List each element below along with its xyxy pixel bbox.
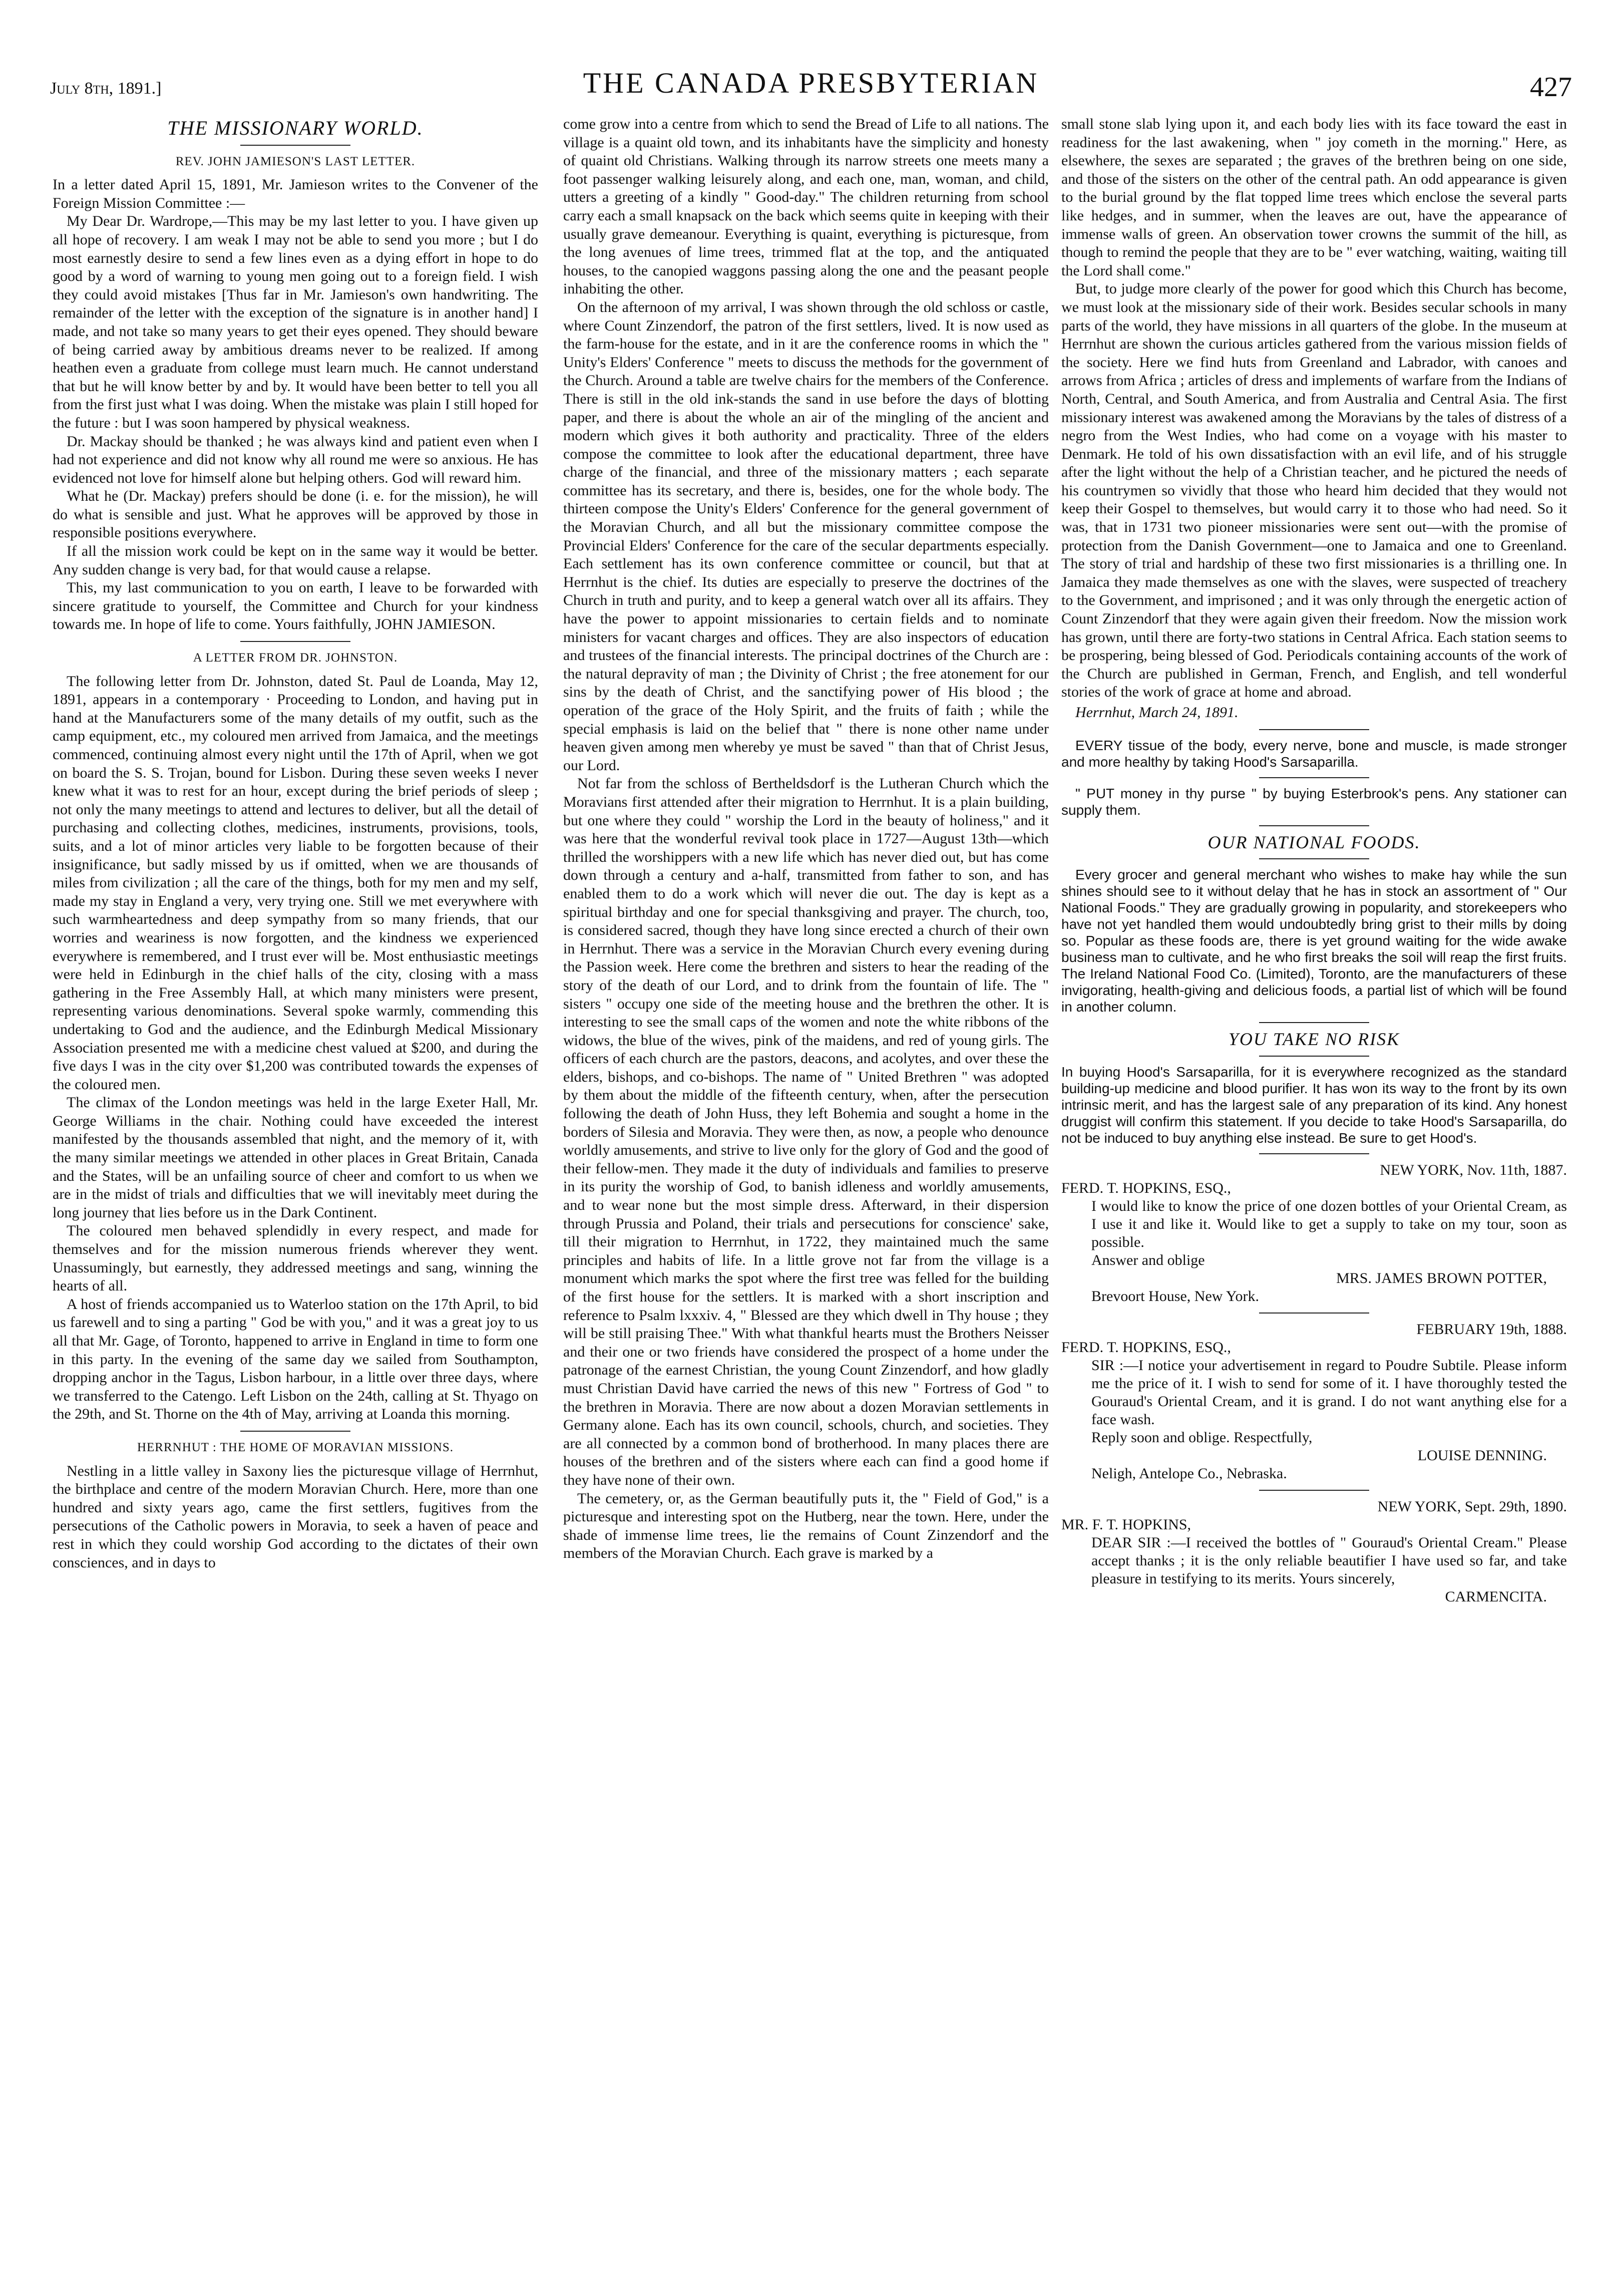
- testimonial-date: NEW YORK, Sept. 29th, 1890.: [1377, 1498, 1567, 1515]
- testimonial-address: Neligh, Antelope Co., Nebraska.: [1091, 1465, 1287, 1482]
- testimonial-body: DEAR SIR :—I received the bottles of " Gouraud's Oriental Cream." Please accept thanks ; it is the only reliable beautifier I have used so far, and take pleasure in testifying to its merits. Yours sincerely,: [1091, 1534, 1567, 1587]
- section-title: THE MISSIONARY WORLD.: [167, 117, 424, 139]
- testimonial-body: I would like to know the price of one dozen bottles of your Oriental Cream, as I use it and like it. Would like to get a supply to take on my tour, soon as possible.: [1091, 1197, 1567, 1250]
- testimonial-address: Brevoort House, New York.: [1091, 1287, 1259, 1304]
- paragraph: In a letter dated April 15, 1891, Mr. Jamieson writes to the Convener of the Foreign Mission Committee :—: [53, 176, 538, 211]
- paragraph: small stone slab lying upon it, and each body lies with its face toward the east in readiness for the last awakening, when " joy cometh in the morning." Here, as elsewhere, the sexes are separated ; the graves of the brethren being on one side, and those of the sisters on the other of the central path. An odd appearance is given to the burial ground by the flat topped lime trees which enclose the several parts like hedges, and in summer, when the leaves are out, have the appearance of immense walls of green. An observation tower crowns the summit of the hill, as though to remind the people that they are to be " ever watching, waiting, waiting till the Lord shall come.": [1061, 116, 1567, 279]
- article-title-johnston: A LETTER FROM DR. JOHNSTON.: [193, 651, 398, 665]
- divider: [1259, 729, 1369, 730]
- divider: [240, 1431, 350, 1432]
- ad-national-foods: Every grocer and general merchant who wishes to make hay while the sun shines should see to it without delay that he has in stock an assortment of " Our National Foods." They are gradually growing in popularity, and storekeepers who have not yet handled them would undoubtedly bring grist to their mills by doing so. Popular as these foods are, there is yet ground waiting for the wide awake business man to cultivate, and he who first breaks the soil will reap the first fruits. The Ireland National Food Co. (Limited), Toronto, are the manufacturers of these invigorating, health-giving and delicious foods, a partial list of which will be found in another column.: [1061, 867, 1567, 1015]
- testimonial-recipient: FERD. T. HOPKINS, ESQ.,: [1061, 1339, 1231, 1356]
- testimonial-potter: [1061, 1161, 1567, 1305]
- divider: [1259, 777, 1369, 778]
- article-title-herrnhut: HERRNHUT : THE HOME OF MORAVIAN MISSIONS.: [137, 1440, 454, 1454]
- paragraph: Not far from the schloss of Bertheldsdorf is the Lutheran Church which the Moravians first attended after their migration to Herrnhut. It is a plain building, but one where they could " worship the Lord in the beauty of holiness," and it was here that the wonderful revival took place in 1727—August 13th—which thrilled the worshippers with a new life which has never died out, but has come down through a century and a-half, transmitted from father to son, and has enabled them to do a work which will never die out. The day is kept as a spiritual birthday and one for special thanksgiving and prayer. The church, too, is considered sacred, though they have long since erected a church of their own in Herrnhut. There was a service in the Moravian Church every evening during the Passion week. Here come the brethren and sisters to hear the reading of the story of the death of our Lord, and to drink from the fountain of life. The " sisters " occupy one side of the meeting house and the brethren the other. It is interesting to see the small caps of the women and note the white ribbons of the widows, the blue of the wives, pink of the maidens, and red of young girls. The officers of each church are the pastors, deacons, and acolytes, and over these the elders, bishops, and co-bishops. The name of " United Brethren " was adopted by them about the middle of the fifteenth century, when, after the persecution following the death of John Huss, they left Bohemia and sought a home in the borders of Silesia and Moravia. They were then, as now, a people who denounce worldly amusements, and strive to live only for the glory of God and the good of their fellow-men. They made it the duty of individuals and families to preserve in its purity the worship of God, to banish idleness and worldly amusements, and to wear none but the most simple dress. Afterward, in their dispersion through Prussia and Poland, their trials and persecutions for conscience' sake, till their migration to Herrnhut, in 1722, they maintained much the same principles and habits of life. In a little grove not far from the village is a monument which marks the spot where the first tree was felled for the building of the first house for the settlers. It is marked with a short inscription and reference to Psalm lxxxiv. 4, " Blessed are they which dwell in Thy house ; they will be still praising Thee." With what thankful hearts must the Brothers Neisser and their one or two friends have considered the prospect of a home under the patronage of the earnest Christian, the young Count Zinzendorf, and how gladly must Christian David have carried the news of this new " Fortress of God " to the brethren in Moravia. There are now about a dozen Moravian settlements in Germany alone. Each has its own council, schools, church, and societies. They are all connected by a common bond of brotherhood. In many places there are houses of the brethren and of the sisters where each can find a good home if they have none of their own.: [563, 775, 1049, 1488]
- ad-title-no-risk: YOU TAKE NO RISK: [1228, 1029, 1400, 1050]
- paragraph: The cemetery, or, as the German beautifully puts it, the " Field of God," is a picturesque and interesting spot on the Hutberg, near the town. Here, under the shade of immense lime trees, lie the remains of Count Zinzendorf and the members of the Moravian Church. Each grave is marked by a: [563, 1490, 1049, 1562]
- ad-title-national-foods: OUR NATIONAL FOODS.: [1207, 832, 1421, 852]
- paragraph: Nestling in a little valley in Saxony lies the picturesque village of Herrnhut, the birthplace and centre of the modern Moravian Church. Here, more than one hundred and sixty years ago, came the first settlers, fugitives from the persecutions of the Catholic powers in Moravia, to seek a haven of peace and rest in which they could worship God according to the dictates of their own consciences, and in days to: [53, 1462, 538, 1571]
- paragraph: On the afternoon of my arrival, I was shown through the old schloss or castle, where Count Zinzendorf, the patron of the first settlers, lived. It is now used as the farm-house for the estate, and in it are the conference rooms in which the " Unity's Elders' Conference " meets to discuss the methods for the government of the Church. Around a table are twelve chairs for the members of the Conference. There is still in the old ink-stands the sand in use before the days of blotting paper, and there is about the whole an air of the mingling of the ancient and modern which gives it both authority and practicality. Three of the elders compose the committee to look after the educational department, three have charge of the financial, and three of the missionary matters ; each separate committee has its secretary, and there is, besides, one for the whole body. The thirteen compose the Unity's Elders' Conference for the general government of the Moravian Church, and all but the missionary committee compose the Provincial Elders' Conference for the care of the secular departments especially. Each settlement has its own conference committee or council, but that at Herrnhut is the chief. Its duties are especially to preserve the doctrines of the Church in truth and purity, and to keep a general watch over all its affairs. They have the power to appoint missionaries to certain fields and to nominate ministers for vacant charges and offices. They are also inspectors of education and trustees of the financial interests. The principal doctrines of the Church are : the natural depravity of man ; the Divinity of Christ ; the free atonement for our sins by the death of Christ, and the sanctifying power of His blood ; the operation of the grace of the Holy Spirit, and the fruits of faith ; while the special emphasis is laid on the belief that " there is none other name under heaven given among men whereby ye must be saved " than that of Christ Jesus, our Lord.: [563, 298, 1049, 774]
- divider: [1259, 825, 1369, 826]
- column-3: [1061, 115, 1567, 2278]
- testimonial-signature: LOUISE DENNING.: [1417, 1447, 1547, 1464]
- testimonial-closing: Answer and oblige: [1091, 1251, 1205, 1268]
- divider: [240, 641, 350, 642]
- newspaper-title: THE CANADA PRESBYTERIAN: [583, 67, 1039, 99]
- column-2: [563, 115, 1049, 2278]
- article-title-jamieson: REV. JOHN JAMIESON'S LAST LETTER.: [175, 154, 416, 168]
- paragraph: The climax of the London meetings was held in the large Exeter Hall, Mr. George Williams in the chair. Nothing could have exceeded the interest manifested by the thousands assembled that night, and the memory of it, with the many similar meetings we attended in other places in Great Britain, Canada and the States, will be an unfailing source of cheer and comfort to us when we are in the midst of trials and difficulties that we will inevitably meet during the long journey that lies before us in the Dark Continent.: [53, 1094, 538, 1221]
- paragraph: This, my last communication to you on earth, I leave to be forwarded with sincere gratitude to yourself, the Committee and Church for your kindness towards me. In hope of life to come. Yours faithfully, JOHN JAMIESON.: [53, 579, 538, 633]
- dateline: Herrnhut, March 24, 1891.: [1075, 704, 1239, 721]
- paragraph: Dr. Mackay should be thanked ; he was always kind and patient even when I had not experience and did not know why all round me were so anxious. He has evidenced not love for himself alone but helping others. God will reward him.: [53, 433, 538, 486]
- divider: [240, 145, 350, 146]
- testimonial-denning: [1061, 1321, 1567, 1483]
- testimonial-signature: MRS. JAMES BROWN POTTER,: [1336, 1269, 1547, 1286]
- ad-no-risk: In buying Hood's Sarsaparilla, for it is everywhere recognized as the standard building-up medicine and blood purifier. It has won its way to the front by its own intrinsic merit, and has the largest sale of any preparation of its kind. Any honest druggist will confirm this statement. If you decide to take Hood's Sarsaparilla, do not be induced to buy anything else instead. Be sure to get Hood's.: [1061, 1064, 1567, 1146]
- paragraph: What he (Dr. Mackay) prefers should be done (i. e. for the mission), he will do what is sensible and just. What he approves will be approved by those in responsible positions everywhere.: [53, 488, 538, 541]
- divider: [1259, 1490, 1369, 1491]
- divider: [1259, 1153, 1369, 1154]
- divider: [1259, 858, 1369, 859]
- paragraph: If all the mission work could be kept on in the same way it would be better. Any sudden change is very bad, for that would cause a relapse.: [53, 543, 538, 578]
- paragraph: A host of friends accompanied us to Waterloo station on the 17th April, to bid us farewell and to sing a parting " God be with you," and it was a great joy to us all that Mr. Gage, of Toronto, happened to arrive in England in time to form one in this party. In the evening of the same day we sailed from Southampton, dropping anchor in the Tagus, Lisbon harbour, in a little over three days, where we transferred to the Catengo. Left Lisbon on the 24th, calling at St. Thyago on the 29th, and St. Thorne on the 4th of May, arriving at Loanda this morning.: [53, 1295, 538, 1423]
- masthead: [50, 60, 1572, 105]
- paragraph: come grow into a centre from which to send the Bread of Life to all nations. The village is a quaint old town, and its inhabitants have the simplicity and honesty of quaint old Christians. Walking through its narrow streets one meets many a foot passenger walking leisurely along, and each one, man, woman, and child, utters a greeting of a kindly " Good-day." The children returning from school carry each a small knapsack on the back which seems quite in keeping with their usually grave demeanour. Everything is quaint, everything is picturesque, from the long avenues of lime trees, trimmed flat at the top, and the antiquated houses, to the canopied waggons passing along the one and the peasant people inhabiting the other.: [563, 116, 1049, 297]
- divider: [1259, 1313, 1369, 1314]
- testimonial-date: NEW YORK, Nov. 11th, 1887.: [1380, 1161, 1567, 1178]
- paragraph: The following letter from Dr. Johnston, dated St. Paul de Loanda, May 12, 1891, appears in a contemporary · Proceeding to London, and having put in hand at the Manufacturers some of the many details of my outfit, such as the camp equipment, etc., my coloured men arrived from Jamaica, and the meetings commenced, continuing almost every night until the 17th of April, when we got on board the S. S. Trojan, bound for Lisbon. During these seven weeks I never knew what it was to rest for an hour, except during the brief periods of sleep ; not only the many meetings to attend and lectures to deliver, but all the detail of purchasing and collecting clothes, medicines, instruments, provisions, tools, suits, and a lot of minor articles very liable to be forgotten because of their insignificance, but sadly missed by us if omitted, when we are thousands of miles from civilization ; all the care of the things, both for my men and my self, made my stay in England a very, very trying one. Still we met everywhere with such warmheartedness and deep sympathy from so many friends, that our worries and weariness is now forgotten, and the kindness we experienced everywhere is remembered, and I trust ever will be. Most enthusiastic meetings were held in Edinburgh in the chief halls of the city, closing with a mass gathering in the Free Assembly Hall, at which many ministers were present, representing various denominations. Several spoke warmly, commending this undertaking to God and the audience, and the Edinburgh Medical Missionary Association presented me with a medicine chest valued at $200, and during the five days I was in the city over $1,200 was contributed towards the expenses of the coloured men.: [53, 673, 538, 1093]
- testimonial-recipient: FERD. T. HOPKINS, ESQ.,: [1061, 1179, 1231, 1196]
- testimonial-carmencita: [1061, 1498, 1567, 1606]
- divider: [1259, 1056, 1369, 1057]
- testimonial-body: SIR :—I notice your advertisement in regard to Poudre Subtile. Please inform me the price of it. I wish to send for some of it. I have thoroughly tested the Gouraud's Oriental Cream, and it is grand. I do not want anything else for a face wash.: [1091, 1357, 1567, 1428]
- testimonial-recipient: MR. F. T. HOPKINS,: [1061, 1516, 1191, 1533]
- divider: [1259, 1022, 1369, 1023]
- ad-esterbrook-pens: " PUT money in thy purse " by buying Esterbrook's pens. Any stationer can supply them.: [1061, 785, 1567, 818]
- paragraph: But, to judge more clearly of the power for good which this Church has become, we must look at the missionary side of their work. Besides secular schools in many parts of the world, they have missions in all quarters of the globe. In the museum at Herrnhut are shown the curious articles gathered from the various mission fields of the society. Here we find huts from Greenland and Labrador, with canoes and arrows from Africa ; articles of dress and implements of warfare from the Indians of North, Central, and South America, and from Australia and Central Asia. The first missionary interest was awakened among the Moravians by the tales of distress of a negro from the West Indies, who had come on a voyage with his master to Denmark. He told of his own dissatisfaction with an evil life, and of his struggle after the light without the help of a Christian teacher, and he pictured the needs of his countrymen so vividly that those who heard him decided that they would not keep their Gospel to themselves, but would carry it to those who had need. So it was, that in 1731 two pioneer missionaries were sent out—with the promise of protection from the Danish Government—one to Jamaica and one to Greenland. The story of trial and hardship of these two first missionaries is a thrilling one. In Jamaica they made themselves as one with the slaves, were suspected of treachery to the Government, and imprisoned ; and it was only through the energetic action of Count Zinzendorf that they were again given their freedom. Now the mission work has grown, until there are forty-two stations in Central Africa. Each station seems to be prospering, being blessed of God. Periodicals containing accounts of the work of the Church are published in German, French, and English, and tell wonderful stories of the work of grace at home and abroad.: [1061, 280, 1567, 701]
- testimonial-signature: CARMENCITA.: [1445, 1588, 1547, 1605]
- ad-hoods-sarsaparilla: EVERY tissue of the body, every nerve, bone and muscle, is made stronger and more healthy by taking Hood's Sarsaparilla.: [1061, 737, 1567, 770]
- paragraph: My Dear Dr. Wardrope,—This may be my last letter to you. I have given up all hope of recovery. I am weak I may not be able to send you more ; but I do most earnestly desire to send a few lines even as a dying effort in hope to do good by a word of warning to young men going out to a foreign field. I wish they could avoid mistakes [Thus far in Mr. Jamieson's own handwriting. The remainder of the letter with the exception of the signature is in another hand] I made, and not take so many years to get their eyes opened. They should beware of being carried away by ambitious dreams never to be realized. If among heathen even a graduate from college must learn much. He cannot understand that but he will know better by and by. It would have been better to tell you all from the first just what I was doing. When the mistake was plain I still hoped for the future : but I was soon hampered by physical weakness.: [53, 213, 538, 431]
- column-1: [53, 115, 538, 2278]
- issue-date: July 8th, 1891.]: [50, 79, 162, 98]
- testimonial-closing: Reply soon and oblige. Respectfully,: [1091, 1429, 1313, 1446]
- testimonial-date: FEBRUARY 19th, 1888.: [1416, 1321, 1567, 1338]
- paragraph: The coloured men behaved splendidly in every respect, and made for themselves and for the mission numerous friends wherever they went. Unassumingly, but earnestly, they addressed meetings and sang, winning the hearts of all.: [53, 1222, 538, 1294]
- page-number: 427: [1530, 72, 1572, 103]
